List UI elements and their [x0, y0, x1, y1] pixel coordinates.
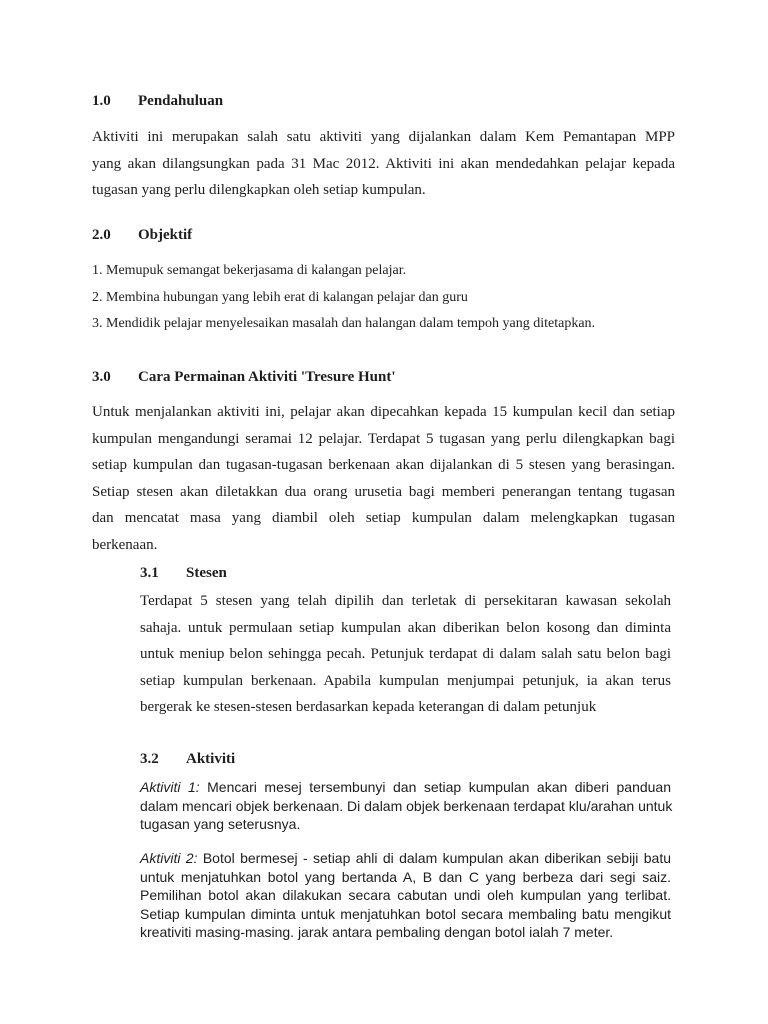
paragraph-line: dan mencatat masa yang diambil oleh setiap kumpulan dalam melengkapkan tugasan — [92, 510, 675, 526]
section-3-2-heading — [140, 751, 235, 768]
section-1-heading — [92, 93, 223, 110]
activity-1-paragraph — [140, 778, 671, 834]
activity-1-label: Aktiviti 1: — [140, 779, 200, 795]
section-2-title: Objektif — [138, 227, 193, 243]
activity-1-first-line: Mencari mesej tersembunyi dan setiap kumpulan akan diberi panduan — [199, 779, 672, 795]
activity-2-paragraph — [140, 849, 671, 942]
section-3-1-number: 3.1 — [140, 565, 159, 581]
activity-2-first-line: Botol bermesej - setiap ahli di dalam kumpulan akan diberikan sebiji batu — [197, 850, 671, 866]
activity-line: untuk menjatuhkan botol yang bertanda A, B dan C yang berbeza dari segi saiz. — [140, 868, 671, 885]
activity-2-label: Aktiviti 2: — [140, 850, 198, 866]
section-2-heading — [92, 227, 192, 244]
section-3-heading — [92, 369, 396, 386]
section-3-2-number: 3.2 — [140, 751, 159, 767]
section-3-1-title: Stesen — [186, 565, 227, 581]
activity-line: dalam mencari objek berkenaan. Di dalam objek berkenaan terdapat klu/arahan untuk — [140, 797, 673, 814]
paragraph-line: kumpulan mengandungi seramai 12 pelajar. Terdapat 5 tugasan yang perlu dilengkapkan bagi — [92, 430, 675, 447]
section-3-number: 3.0 — [92, 369, 111, 385]
section-3-2-title: Aktiviti — [186, 751, 236, 767]
section-3-title: Cara Permainan Aktiviti 'Tresure Hunt' — [138, 369, 396, 385]
paragraph-line: bergerak ke stesen-stesen berdasarkan kepada keterangan di dalam petunjuk — [140, 699, 597, 715]
paragraph-line: berkenaan. — [92, 536, 158, 553]
section-1-title: Pendahuluan — [138, 93, 224, 109]
paragraph-line: Untuk menjalankan aktiviti ini, pelajar akan dipecahkan kepada 15 kumpulan kecil dan setiap — [92, 404, 675, 420]
paragraph-line: untuk meniup belon sehingga pecah. Petunjuk terdapat di dalam salah satu belon bagi — [140, 646, 671, 662]
objective-item-1: 1. Memupuk semangat bekerjasama di kalangan pelajar. — [92, 263, 407, 278]
objective-item-3: 3. Mendidik pelajar menyelesaikan masalah dan halangan dalam tempoh yang ditetapkan. — [92, 316, 596, 331]
activity-line: tugasan yang seterusnya. — [140, 816, 301, 832]
activity-line: kreativiti masing-masing. jarak antara pembaling dengan botol ialah 7 meter. — [140, 924, 614, 940]
section-1-paragraph — [92, 124, 675, 204]
paragraph-line: setiap kumpulan dan tugasan-tugasan berkenaan akan dijalankan di 5 stesen yang berasingan. — [92, 457, 675, 473]
section-3-paragraph — [92, 399, 675, 558]
paragraph-line: Setiap stesen akan diletakkan dua orang urusetia bagi memberi penerangan tentang tugasan — [92, 483, 675, 500]
paragraph-line: tugasan yang perlu dilengkapkan oleh setiap kumpulan. — [92, 182, 426, 198]
section-1-number: 1.0 — [92, 93, 111, 109]
activity-line: Setiap kumpulan diminta untuk menjatuhkan botol secara membaling batu mengikut — [140, 905, 671, 922]
paragraph-line: yang akan dilangsungkan pada 31 Mac 2012. Aktiviti ini akan mendedahkan pelajar kepada — [92, 155, 675, 172]
objective-item-2: 2. Membina hubungan yang lebih erat di kalangan pelajar dan guru — [92, 290, 468, 305]
section-3-1-heading — [140, 565, 227, 582]
section-3-1-paragraph — [140, 588, 671, 721]
paragraph-line: sahaja. untuk permulaan setiap kumpulan akan diberikan belon kosong dan diminta — [140, 619, 671, 636]
section-2-number: 2.0 — [92, 227, 111, 243]
paragraph-line: setiap kumpulan berkenaan. Apabila kumpulan menjumpai petunjuk, ia akan terus — [140, 672, 671, 689]
activity-line: Pemilihan botol akan dilakukan secara cabutan undi oleh kumpulan yang terlibat. — [140, 887, 671, 903]
paragraph-line: Terdapat 5 stesen yang telah dipilih dan terletak di persekitaran kawasan sekolah — [140, 593, 671, 609]
paragraph-line: Aktiviti ini merupakan salah satu aktiviti yang dijalankan dalam Kem Pemantapan MPP — [92, 129, 675, 145]
